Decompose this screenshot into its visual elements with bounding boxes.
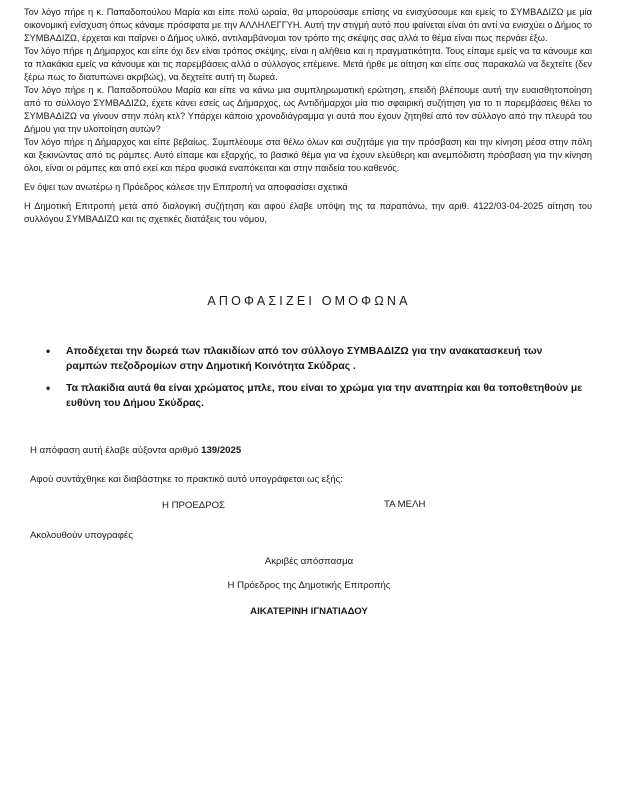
- decision-list: [46, 344, 586, 418]
- decision-number-line: [30, 445, 241, 456]
- signing-statement: Αφού συντάχθηκε και διαβάστηκε το πρακτικό αυτό υπογράφεται ως εξής:: [30, 474, 343, 485]
- decision-number-label: Η απόφαση αυτή έλαβε αύξοντα αριθμό: [30, 445, 199, 456]
- bullet-icon: •: [46, 344, 51, 358]
- paragraph-papadopoulou-2: Τον λόγο πήρε η κ. Παπαδοπούλου Μαρία και είπε να κάνω μια συμπληρωματική ερώτηση, επειδή βλέπουμε αυτή την ευαισθητοποίηση από το σύλλογο ΣΥΜΒΑΔΙΖΩ, έχετε κάνει εσείς ως Δήμαρχος, ως Αντιδήμαρχοι μία πιο σφαιρική συζήτηση για το τι παρεμβάσεις θέλει το ΣΥΜΒΑΔΙΖΩ να γίνουν στην πόλη κτλ? Υπάρχει κάποιο χρονοδιάγραμμα γι αυτά που έχουν ζητηθεί από τον σύλλογο από την πλευρά του Δήμου για την υλοποίηση αυτών?: [24, 85, 592, 134]
- paragraph-papadopoulou-1: Τον λόγο πήρε η κ. Παπαδοπούλου Μαρία και είπε πολύ ωραία, θα μπορούσαμε επίσης να ενισχύσουμε και εμείς το ΣΥΜΒΑΔΙΖΩ με μία οικονομική ενίσχυση όπως κάναμε πρόσφατα με την ΑΛΛΗΛΕΓΓΥΗ. Αυτή την στιγμή αυτό που φαίνεται είναι ότι αντί να ενισχύει ο Δήμος το ΣΥΜΒΑΔΙΖΩ, έρχεται και παίρνει ο Δήμος υλικό, αντιλαμβάνομαι τον τρόπο της σκέψης σας αλλά το θέμα είναι πως περνάει έξω.: [24, 7, 592, 43]
- decision-item-text: Αποδέχεται την δωρεά των πλακιδίων από τον σύλλογο ΣΥΜΒΑΔΙΖΩ για την ανακατασκευή των ραμπών πεζοδρομίων στην Δημοτική Κοινότητα Σκύδρας .: [66, 346, 543, 372]
- paragraph-mayor-2: Τον λόγο πήρε η Δήμαρχος και είπε βεβαίως. Συμπλέουμε στα θέλω όλων και συζητάμε για την πρόσβαση και την κίνηση μέσα στην πόλη και ξεκινώντας από τις ράμπες. Αυτό είπαμε και εξαρχής, το βασικό θέμα για να έχουν ελεύθερη και ανεμπόδιστη πρόσβαση για την κίνηση όλοι, είναι οι ράμπες και από εκεί και πέρα φυσικά εναπόκειται και στην παιδεία του καθενός.: [24, 137, 592, 173]
- bullet-icon: •: [46, 381, 51, 395]
- exact-extract-label: Ακριβές απόσπασμα: [264, 556, 354, 567]
- paragraph-president-call: Εν όψει των ανωτέρω η Πρόεδρος κάλεσε την Επιτροπή να αποφασίσει σχετικά: [24, 182, 348, 192]
- decision-number: 139/2025: [201, 445, 242, 456]
- decides-heading: ΑΠΟΦΑΣΙΖΕΙ ΟΜΟΦΩΝΑ: [207, 294, 411, 308]
- paragraph-mayor-1: Τον λόγο πήρε η Δήμαρχος και είπε όχι δεν είναι τρόπος σκέψης, είναι η αλήθεια και η πραγματικότητα. Τους είπαμε εμείς να τα κάνουμε και τα πλακάκια εμείς να κάνουμε και τις παρεμβάσεις αλλά ο σύλλογος επέμεινε. Μετά ήρθε με αίτηση και είπε σας παρακαλώ να δεχτείτε (δεν ξέρω πως το διατυπώνει ακριβώς), να δεχτείτε αυτή τη δωρεά.: [24, 46, 592, 82]
- intro-text: [24, 6, 592, 226]
- chair-title: Η Πρόεδρος της Δημοτικής Επιτροπής: [227, 580, 391, 591]
- president-label: Η ΠΡΟΕΔΡΟΣ: [162, 500, 225, 511]
- decision-item-text: Τα πλακίδια αυτά θα είναι χρώματος μπλε, που είναι το χρώμα για την αναπηρία και θα τοποθετηθούν με ευθύνη του Δήμου Σκύδρας.: [66, 383, 583, 409]
- members-label: ΤΑ ΜΕΛΗ: [384, 499, 426, 510]
- signatures-follow: Ακολουθούν υπογραφές: [30, 530, 133, 541]
- decision-item: [46, 344, 586, 374]
- chair-name: ΑΙΚΑΤΕΡΙΝΗ ΙΓΝΑΤΙΑΔΟΥ: [250, 606, 368, 617]
- paragraph-committee-consideration: Η Δημοτική Επιτροπή μετά από διαλογική συζήτηση και αφού έλαβε υπόψη της τα παραπάνω, την αριθ. 4122/03-04-2025 αίτηση του συλλόγου ΣΥΜΒΑΔΙΖΩ και τις σχετικές διατάξεις του νόμου,: [24, 201, 592, 224]
- decision-item: [46, 381, 586, 411]
